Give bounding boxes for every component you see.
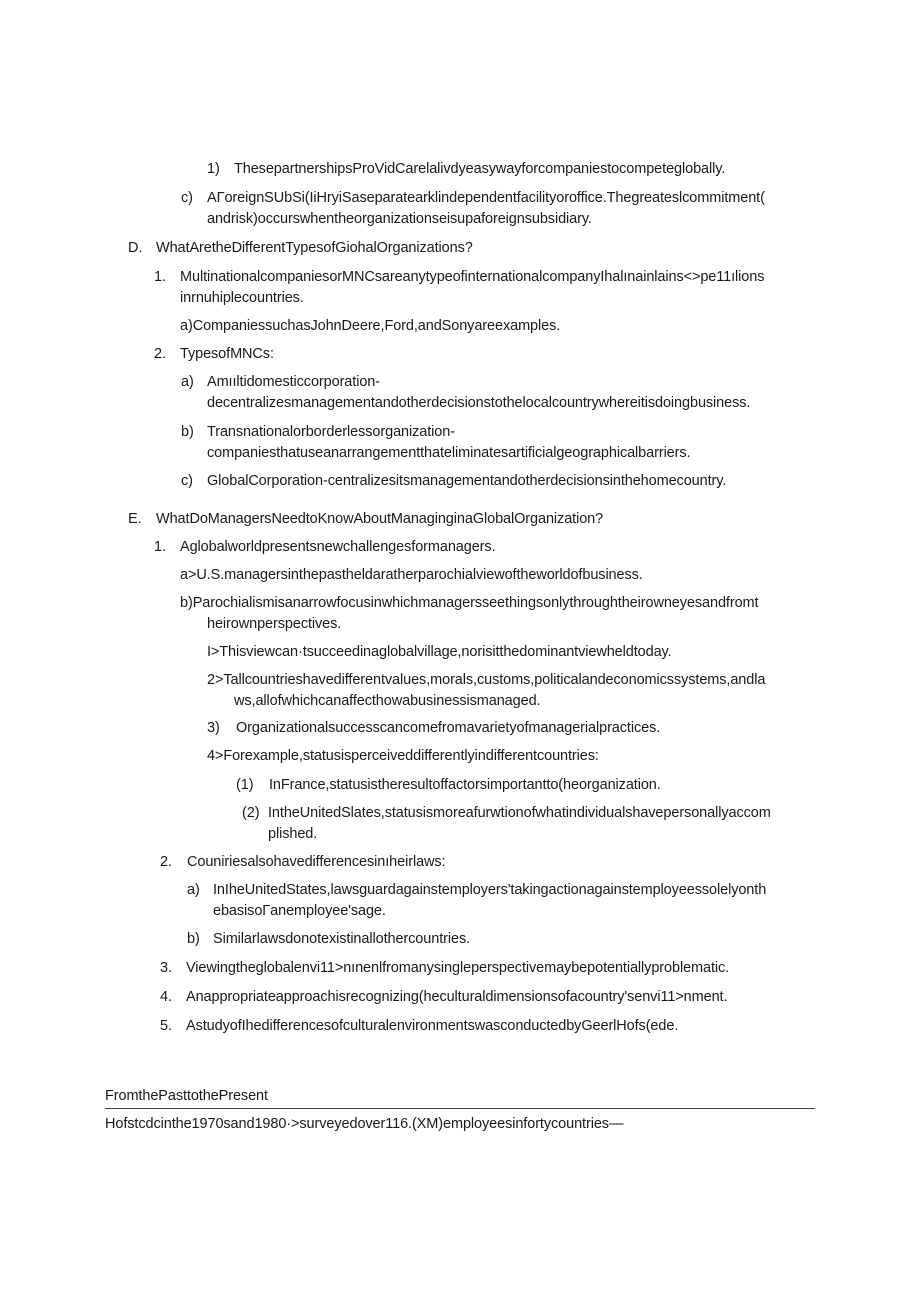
list-item-text: a)CompaniessuchasJohnDeere,Ford,andSonyareexamples.: [180, 318, 561, 334]
sidebar-box-heading: FromthePasttothePresent: [105, 1088, 268, 1104]
list-item-text: AΓoreignSUbSi(IiHryiSaseparatearklindependentfacilityoroffice.Thegreateslcommitment(: [207, 190, 765, 206]
list-marker: 2.: [154, 346, 166, 362]
list-item-text: Aglobalworldpresentsnewchallengesformanagers.: [180, 539, 496, 555]
list-item-text: I>Thisviewcan·tsucceedinaglobalvillage,norisitthedominantviewheldtoday.: [207, 644, 672, 660]
list-item-text: InFrance,statusistheresultoffactorsimportantto(heorganization.: [269, 777, 661, 793]
list-item-text: ThesepartnershipsProVidCarelalivdyeasywayforcompaniestocompeteglobally.: [234, 161, 726, 177]
section-marker: D.: [128, 240, 143, 256]
list-marker: 1.: [154, 269, 166, 285]
list-marker: (1): [236, 777, 254, 793]
list-item-text: 2>Tallcountrieshavedifferentvalues,morals,customs,politicalandeconomicssystems,andla: [207, 672, 766, 688]
list-item-text: Viewingtheglobalenvi11>nınenlfromanysingleperspectivemaybepotentiallyproblematic.: [186, 960, 730, 976]
list-item-text: andrisk)occurswhentheorganizationseisupaforeignsubsidiary.: [207, 211, 592, 227]
list-item-text: ebasisoΓanemployee'sage.: [213, 903, 386, 919]
list-item-text: plished.: [268, 826, 318, 842]
list-item-text: inrnuhiplecountries.: [180, 290, 304, 306]
sidebar-box-divider: [105, 1108, 815, 1109]
list-item-text: TypesofMNCs:: [180, 346, 274, 362]
list-marker: 2.: [160, 854, 172, 870]
list-item-text: Organizationalsuccesscancomefromavarietyofmanagerialpractices.: [236, 720, 661, 736]
list-marker: 3.: [160, 960, 172, 976]
list-marker: 3): [207, 720, 220, 736]
list-marker: 1.: [154, 539, 166, 555]
section-heading: WhatDoManagersNeedtoKnowAboutManaginginaGlobalOrganization?: [156, 511, 604, 527]
list-item-text: decentralizesmanagementandotherdecisionstothelocalcountrywhereitisdoingbusiness.: [207, 395, 751, 411]
list-marker: b): [181, 424, 194, 440]
section-marker: E.: [128, 511, 142, 527]
list-item-text: b)Parochialismisanarrowfocusinwhichmanagersseethingsonlythroughtheirowneyesandfromt: [180, 595, 759, 611]
list-item-text: IntheUnitedSlates,statusismoreafurwtionofwhatindividualshavepersonallyaccom: [268, 805, 771, 821]
list-item-text: ws,allofwhichcanaffecthowabusinessismanaged.: [234, 693, 541, 709]
list-marker: 1): [207, 161, 220, 177]
list-marker: a): [181, 374, 194, 390]
list-item-text: GlobalCorporation-centralizesitsmanagementandotherdecisionsinthehomecountry.: [207, 473, 727, 489]
list-item-text: 4>Forexample,statusisperceiveddifferentlyindifferentcountries:: [207, 748, 599, 764]
list-item-text: Anappropriateapproachisrecognizing(heculturaldimensionsofacountry'senvi11>nment.: [186, 989, 728, 1005]
list-item-text: Amııltidomesticcorporation-: [207, 374, 380, 390]
list-marker: b): [187, 931, 200, 947]
list-marker: c): [181, 473, 193, 489]
list-marker: (2): [242, 805, 260, 821]
list-item-text: AstudyofIhedifferencesofculturalenvironmentswasconductedbyGeerlHofs(ede.: [186, 1018, 679, 1034]
list-marker: 5.: [160, 1018, 172, 1034]
list-item-text: Similarlawsdonotexistinallothercountries.: [213, 931, 471, 947]
list-item-text: heirownperspectives.: [207, 616, 342, 632]
list-item-text: Couniriesalsohavedifferencesinıheirlaws:: [187, 854, 446, 870]
list-item-text: MultinationalcompaniesorMNCsareanytypeofinternationalcompanyIhalınainlains<>pe11ılions: [180, 269, 765, 285]
list-item-text: a>U.S.managersinthepastheldaratherparochialviewoftheworldofbusiness.: [180, 567, 643, 583]
list-item-text: companiesthatuseanarrangementthateliminatesartificialgeographicalbarriers.: [207, 445, 691, 461]
list-marker: 4.: [160, 989, 172, 1005]
section-heading: WhatAretheDifferentTypesofGiohalOrganizations?: [156, 240, 473, 256]
list-item-text: Transnationalorborderlessorganization-: [207, 424, 455, 440]
list-marker: c): [181, 190, 193, 206]
list-item-text: InIheUnitedStates,lawsguardagainstemployers'takingactionagainstemployeessolelyonth: [213, 882, 767, 898]
list-marker: a): [187, 882, 200, 898]
sidebar-box-text: Hofstcdcinthe1970sand1980·>surveyedover116.(XM)employeesinfortycountries—: [105, 1116, 624, 1132]
